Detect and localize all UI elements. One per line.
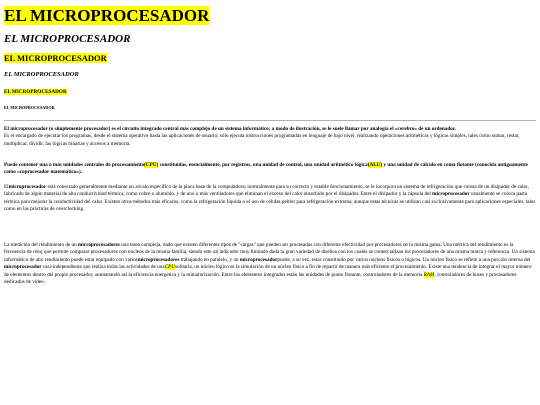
perf-bold-4: microprocesador	[4, 264, 42, 271]
heading-6: EL MICROPROCESADOR	[4, 105, 55, 110]
ram-highlight-italic: RAM	[423, 271, 435, 278]
cooling-text-2: está conectado generalmente mediante un zócalo específico de la placa base de la computadora; normalmente para su correcto y estable funcionamiento, se le incorpora un sistema de refrigeración que consta de un disipador de calor, fabricado de algún material de alta conductividad térmica, como cobre o aluminio, y de uno o más ventiladores que eliminan el exceso del calor absorbido por el disipador. Entre el disipador y la cápsula del	[4, 184, 529, 198]
paragraph-intro	[4, 126, 536, 148]
paragraph-performance	[4, 242, 536, 286]
perf-text-5: casi-independiente que realiza todas las actividades de una	[41, 264, 165, 271]
paragraph-cooling	[4, 184, 536, 214]
units-text-1: Puede contener una o más unidades centrales de procesamiento	[4, 162, 145, 168]
perf-text-4: puede, a su vez, estar constituido por varios núcleos físicos o lógicos. Un núcleo físico se refiere a una porción interna del	[277, 256, 531, 263]
heading-5	[4, 89, 67, 95]
perf-bold-2: microprocesadores	[137, 256, 180, 263]
heading-2: EL MICROPROCESADOR	[4, 33, 131, 45]
perf-bold-1: microprocesadores	[78, 242, 120, 248]
intro-lead: El microprocesador (o simplemente procesador) es el circuito integrado central más complejo de un sistema informático; a modo de ilustración, se le suele llamar por analogía el «cerebro» de un ordenador.	[4, 126, 456, 132]
units-text-2: constituidas, esencialmente, por registros, una unidad de control, una unidad aritmético lógica	[158, 162, 368, 168]
intro-body: Es el encargado de ejecutar los programas, desde el sistema operativo hasta las aplicaciones de usuario; sólo ejecuta instrucciones programadas en lenguaje de bajo nivel, realizando operaciones aritméticas y lógicas simples, tales como sumar, restar, multiplicar, dividir, las lógicas binarias y accesos a memoria.	[4, 133, 520, 147]
perf-bold-3: microprocesador	[239, 256, 278, 263]
units-text-3: y una unidad de cálculo en coma flotante (conocida antiguamente como «coprocesador matemático»).	[4, 162, 528, 176]
cooling-bold-2: microprocesador	[432, 191, 470, 198]
cooling-text-3: usualmente se coloca pasta térmica para mejorar la conductividad del calor. Existen otros métodos más eficaces, como la refrigeración líquida o el uso de células peltier para refrigeración extrema, aunque estas técnicas se utilizan casi exclusivamente para aplicaciones especiales, tales como en las prácticas de overclocking.	[4, 191, 536, 213]
cpu-highlight: (CPU)	[144, 162, 159, 168]
perf-text-3: trabajando en paralelo, y un	[179, 256, 240, 263]
horizontal-rule	[4, 120, 536, 121]
heading-5-text: EL MICROPROCESADOR	[4, 89, 67, 95]
cooling-text-1: El	[4, 184, 9, 190]
heading-1-text: EL MICROPROCESADOR	[4, 6, 210, 25]
cooling-bold-1: microprocesador	[8, 184, 47, 190]
cpu-highlight-italic: CPU	[164, 264, 175, 271]
heading-3	[4, 53, 107, 63]
perf-text-6: solitaria, un núcleo lógico es la simulación de un núcleo físico a fin de repartir de manera más eficiente el procesamiento. Existe una tendencia de integrar el mayor número de elementos dentro del propio procesador, aumentando así la eficiencia energética y la miniaturización. Entre los elementos integrados están las unidades de punto flotante, controladores de la memoria	[4, 264, 532, 278]
alu-highlight: (ALU)	[367, 162, 383, 168]
heading-3-text: EL MICROPROCESADOR	[4, 53, 107, 63]
perf-text-1: La medición del rendimiento de un	[4, 242, 79, 248]
units-text	[4, 162, 528, 175]
paragraph-units	[4, 162, 536, 177]
heading-4: EL MICROPROCESADOR	[4, 71, 79, 78]
heading-1	[4, 6, 209, 25]
perf-text-2: una tarea compleja, dado que existen diferentes tipos de "cargas" que pueden ser procesadas con diferente efectividad por procesadores de la misma gama. Una métrica del rendimiento es la frecuencia de reloj que permite comparar procesadores con núcleos de la misma familia, siendo este un indicador muy limitado dada la gran variedad de diseños con los cuales se comercializan los procesadores de una misma marca y referencia. Un sistema informático de alto rendimiento puede estar equipado con varios	[4, 242, 535, 263]
perf-text-7: , controladores de buses y procesadores dedicados de vídeo.	[4, 271, 517, 286]
